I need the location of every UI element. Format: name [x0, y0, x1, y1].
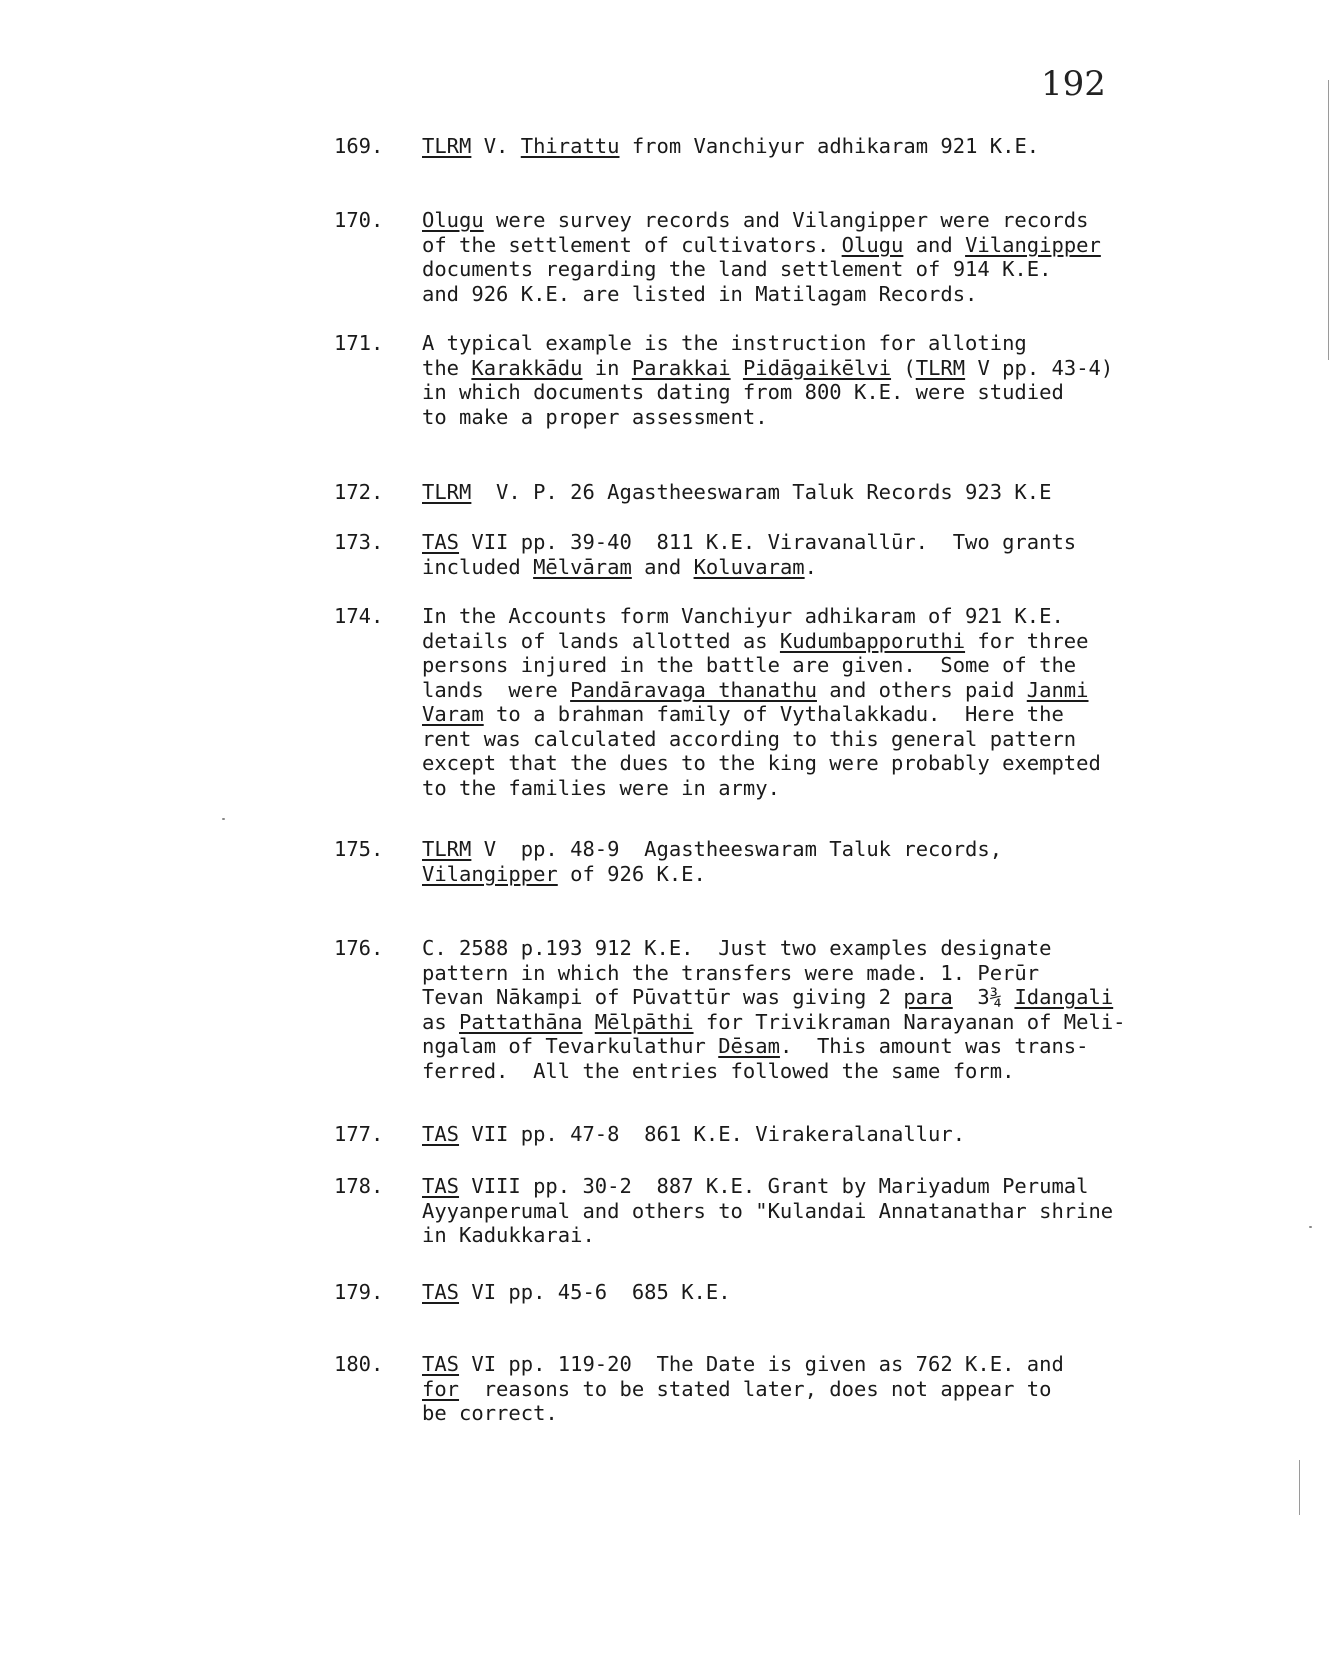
footnote-number: 176.: [334, 936, 384, 960]
underlined-term: TLRM: [422, 134, 472, 158]
footnote-line: [422, 233, 1282, 258]
underlined-term: for: [422, 1376, 460, 1401]
text-run: C. 2588 p.193 912 K.E. Just two examples designate: [422, 936, 1052, 960]
footnote-text: [422, 530, 1282, 579]
footnote-text: [422, 1280, 1282, 1305]
footnote-line: [422, 961, 1282, 986]
footnote-line: [422, 653, 1282, 678]
footnote-line: [422, 208, 1282, 233]
text-run: the: [422, 355, 472, 380]
underlined-term: Vilangipper: [965, 232, 1101, 257]
text-run: .: [804, 554, 817, 579]
text-run: . This amount was trans-: [779, 1034, 1089, 1058]
underlined-term: TLRM: [422, 837, 472, 861]
footnote-number: 170.: [334, 208, 384, 232]
text-run: VIII pp. 30-2 887 K.E. Grant by Mariyadum Perumal: [459, 1174, 1089, 1198]
underlined-term: Parakkai: [631, 355, 731, 380]
text-run: VII pp. 47-8 861 K.E. Virakeralanallur.: [459, 1122, 966, 1146]
underlined-term: TLRM: [422, 480, 472, 504]
footnote-line: [422, 751, 1282, 776]
footnote-number: 180.: [334, 1352, 384, 1376]
text-run: and: [903, 232, 966, 257]
footnote-number: 175.: [334, 837, 384, 861]
text-run: persons injured in the battle are given. Some of the: [422, 653, 1077, 677]
footnote-text: [422, 134, 1282, 159]
footnote-line: [422, 1223, 1282, 1248]
text-run: documents regarding the land settlement of 914 K.E.: [422, 257, 1052, 281]
underlined-term: Pandāravaga thanathu: [570, 677, 817, 702]
footnote-number: 174.: [334, 604, 384, 628]
footnote-line: [422, 356, 1282, 381]
underlined-term: TLRM: [915, 355, 966, 380]
underlined-term: Mēlpāthi: [594, 1009, 694, 1034]
footnote-line: [422, 331, 1282, 356]
text-run: rent was calculated according to this general pattern: [422, 726, 1077, 751]
footnote-text: [422, 208, 1282, 306]
footnote-line: [422, 282, 1282, 307]
underlined-term: Pattathāna: [459, 1009, 583, 1034]
footnote-line: [422, 1199, 1282, 1224]
text-run: V pp. 48-9 Agastheeswaram Taluk records,: [471, 837, 1003, 861]
footnote-line: [422, 1174, 1282, 1199]
underlined-term: Karakkādu: [471, 355, 583, 380]
text-run: details of lands allotted as: [422, 628, 780, 653]
underlined-term: Varam: [422, 702, 484, 726]
footnote-text: [422, 936, 1282, 1083]
underlined-term: Koluvaram: [693, 554, 805, 579]
footnote-number: 178.: [334, 1174, 384, 1198]
footnote-number: 171.: [334, 331, 384, 355]
underlined-term: para: [903, 985, 953, 1009]
text-run: included: [422, 554, 534, 579]
text-run: ngalam of Tevarkulathur: [422, 1034, 719, 1058]
footnote-text: [422, 1174, 1282, 1248]
text-run: Tevan Nākampi of Pūvattūr was giving 2: [422, 985, 904, 1009]
text-run: for three: [965, 628, 1089, 653]
footnote-line: [422, 1122, 1282, 1147]
footnote-line: [422, 555, 1282, 580]
text-run: for Trivikraman Narayanan of Meli-: [693, 1009, 1126, 1034]
underlined-term: Idangali: [1014, 985, 1114, 1009]
footnote-text: [422, 480, 1282, 505]
footnote-line: [422, 1010, 1282, 1035]
underlined-term: Kudumbapporuthi: [779, 628, 966, 653]
text-run: be correct.: [422, 1401, 558, 1425]
text-run: to make a proper assessment.: [422, 404, 768, 429]
footnote-line: [422, 480, 1282, 505]
text-run: Ayyanperumal and others to "Kulandai Annatanathar shrine: [422, 1198, 1114, 1223]
footnote-line: [422, 604, 1282, 629]
footnote-text: [422, 331, 1282, 429]
text-run: A typical example is the instruction for alloting: [422, 331, 1027, 355]
scan-speck: [1309, 1226, 1312, 1228]
text-run: in: [582, 355, 632, 380]
text-run: 3¾: [952, 985, 1015, 1009]
text-run: V.: [471, 134, 521, 158]
footnote-text: [422, 1352, 1282, 1426]
footnote-text: [422, 1122, 1282, 1147]
underlined-term: TAS: [422, 530, 460, 554]
footnote-number: 177.: [334, 1122, 384, 1146]
footnote-line: [422, 678, 1282, 703]
footnote-number: 173.: [334, 530, 384, 554]
text-run: In the Accounts form Vanchiyur adhikaram of 921 K.E.: [422, 604, 1064, 628]
text-run: ferred. All the entries followed the same form.: [422, 1058, 1015, 1083]
underlined-term: TAS: [422, 1352, 460, 1376]
underlined-term: TAS: [422, 1174, 460, 1198]
text-run: [731, 356, 743, 380]
footnote-line: [422, 1377, 1282, 1402]
text-run: were survey records and Vilangipper were records: [483, 208, 1089, 232]
underlined-term: Pidāgaikēlvi: [742, 355, 892, 380]
underlined-term: Janmi: [1026, 677, 1089, 702]
footnote-line: [422, 1352, 1282, 1377]
right-margin-line-lower: [1299, 1460, 1300, 1515]
underlined-term: TAS: [422, 1280, 460, 1304]
footnote-line: [422, 257, 1282, 282]
underlined-term: Vilangipper: [422, 861, 558, 886]
footnote-text: [422, 604, 1282, 800]
text-run: to a brahman family of Vythalakkadu. Here the: [483, 702, 1064, 726]
text-run: and others paid: [816, 677, 1027, 702]
underlined-term: Dēsam: [718, 1034, 780, 1058]
underlined-term: Olugu: [841, 232, 904, 257]
text-run: (: [891, 355, 916, 380]
text-run: lands were: [422, 677, 571, 702]
text-run: [582, 1010, 594, 1034]
underlined-term: Olugu: [422, 208, 484, 232]
text-run: except that the dues to the king were probably exempted: [422, 751, 1101, 775]
text-run: VI pp. 119-20 The Date is given as 762 K.E. and: [459, 1352, 1064, 1376]
text-run: in which documents dating from 800 K.E. were studied: [422, 380, 1064, 404]
footnote-line: [422, 380, 1282, 405]
footnote-number: 179.: [334, 1280, 384, 1304]
footnote-text: [422, 837, 1282, 886]
text-run: V pp. 43-4): [965, 355, 1114, 380]
footnote-line: [422, 862, 1282, 887]
text-run: V. P. 26 Agastheeswaram Taluk Records 923 K.E: [471, 480, 1052, 504]
text-run: and: [631, 554, 694, 579]
footnote-line: [422, 985, 1282, 1010]
text-run: of 926 K.E.: [557, 861, 706, 886]
text-run: reasons to be stated later, does not appear to: [459, 1376, 1052, 1401]
text-run: from Vanchiyur adhikaram 921 K.E.: [619, 134, 1040, 158]
text-run: of the settlement of cultivators.: [422, 232, 842, 257]
page-number: 192: [1041, 64, 1106, 104]
footnote-line: [422, 1034, 1282, 1059]
footnote-line: [422, 727, 1282, 752]
footnote-line: [422, 776, 1282, 801]
footnote-line: [422, 1059, 1282, 1084]
text-run: VII pp. 39-40 811 K.E. Viravanallūr. Two grants: [459, 530, 1077, 554]
footnote-number: 169.: [334, 134, 384, 158]
footnote-line: [422, 629, 1282, 654]
footnote-line: [422, 936, 1282, 961]
footnote-line: [422, 1280, 1282, 1305]
footnote-number: 172.: [334, 480, 384, 504]
underlined-term: Mēlvāram: [533, 554, 632, 579]
scan-speck: [222, 818, 225, 820]
footnote-line: [422, 837, 1282, 862]
text-run: to the families were in army.: [422, 775, 780, 800]
footnote-line: [422, 702, 1282, 727]
footnote-line: [422, 134, 1282, 159]
text-run: as: [422, 1009, 460, 1034]
underlined-term: Thirattu: [520, 134, 620, 158]
text-run: VI pp. 45-6 685 K.E.: [459, 1280, 731, 1304]
footnote-line: [422, 1401, 1282, 1426]
footnote-line: [422, 530, 1282, 555]
text-run: in Kadukkarai.: [422, 1223, 595, 1247]
underlined-term: TAS: [422, 1122, 460, 1146]
text-run: and 926 K.E. are listed in Matilagam Records.: [422, 281, 978, 306]
footnote-line: [422, 405, 1282, 430]
text-run: pattern in which the transfers were made. 1. Perūr: [422, 960, 1040, 985]
